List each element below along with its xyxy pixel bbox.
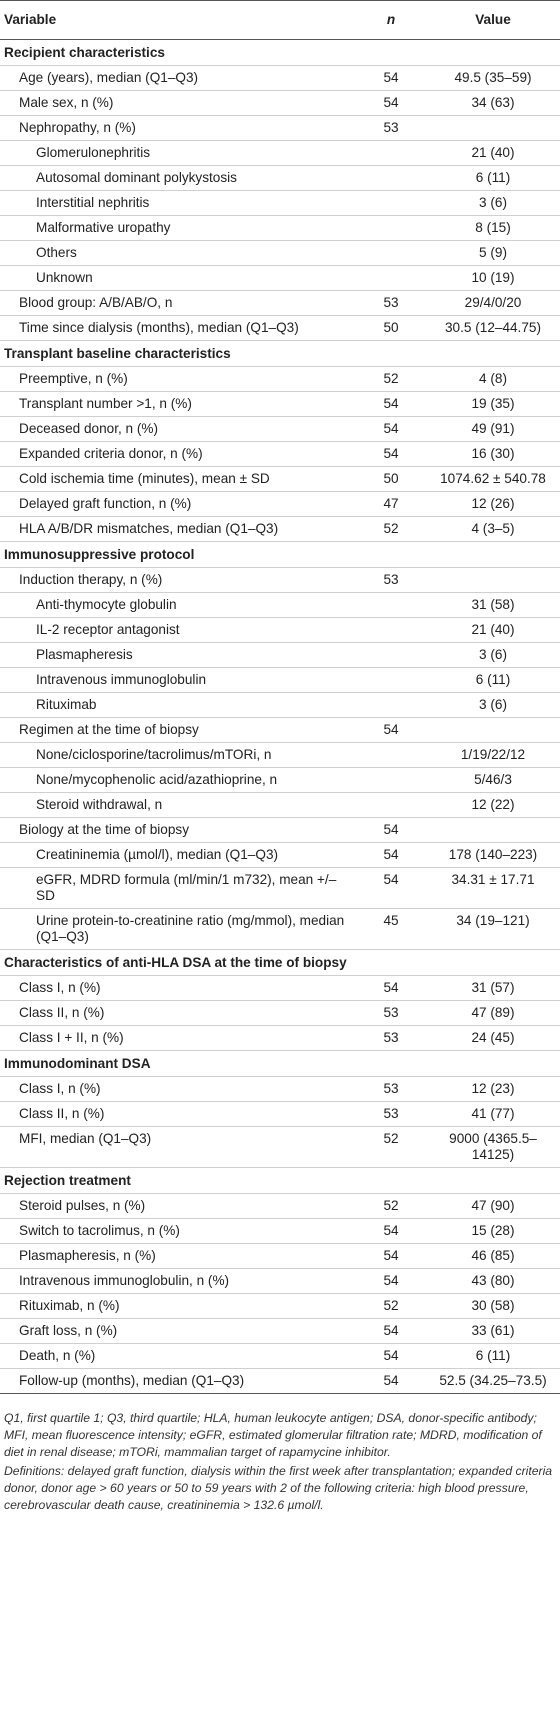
table-row xyxy=(0,417,560,442)
row-value-cell: 15 (28) xyxy=(426,1219,560,1244)
row-value-cell: 47 (90) xyxy=(426,1194,560,1219)
section-header-row xyxy=(0,40,560,66)
row-variable-cell: Plasmapheresis xyxy=(0,643,356,668)
row-value-cell: 5/46/3 xyxy=(426,768,560,793)
row-value-cell: 3 (6) xyxy=(426,643,560,668)
table-row xyxy=(0,868,560,909)
section-title: Rejection treatment xyxy=(0,1168,560,1194)
row-n-cell: 53 xyxy=(356,291,426,316)
table-row xyxy=(0,768,560,793)
row-variable-cell: Intravenous immunoglobulin, n (%) xyxy=(0,1269,356,1294)
row-value-cell: 19 (35) xyxy=(426,392,560,417)
row-value-cell: 43 (80) xyxy=(426,1269,560,1294)
row-n-cell: 50 xyxy=(356,316,426,341)
row-value-cell: 9000 (4365.5–14125) xyxy=(426,1127,560,1168)
table-row xyxy=(0,291,560,316)
table-footnotes xyxy=(0,1394,560,1514)
row-n-cell xyxy=(356,743,426,768)
row-value-cell: 178 (140–223) xyxy=(426,843,560,868)
row-n-cell: 52 xyxy=(356,1127,426,1168)
row-value-cell: 1/19/22/12 xyxy=(426,743,560,768)
row-variable-cell: Urine protein-to-creatinine ratio (mg/mmol), median (Q1–Q3) xyxy=(0,909,356,950)
row-variable-cell: Time since dialysis (months), median (Q1–Q3) xyxy=(0,316,356,341)
row-value-cell: 49.5 (35–59) xyxy=(426,66,560,91)
table-row xyxy=(0,1369,560,1394)
row-value-cell: 6 (11) xyxy=(426,1344,560,1369)
header-variable: Variable xyxy=(0,1,356,40)
row-value-cell: 21 (40) xyxy=(426,141,560,166)
row-value-cell: 34.31 ± 17.71 xyxy=(426,868,560,909)
table-row xyxy=(0,718,560,743)
table-row xyxy=(0,266,560,291)
row-value-cell: 12 (26) xyxy=(426,492,560,517)
row-n-cell xyxy=(356,768,426,793)
table-row xyxy=(0,793,560,818)
row-variable-cell: Steroid pulses, n (%) xyxy=(0,1194,356,1219)
table-row xyxy=(0,241,560,266)
row-value-cell: 30 (58) xyxy=(426,1294,560,1319)
row-variable-cell: Glomerulonephritis xyxy=(0,141,356,166)
row-variable-cell: Malformative uropathy xyxy=(0,216,356,241)
row-variable-cell: Follow-up (months), median (Q1–Q3) xyxy=(0,1369,356,1394)
row-n-cell xyxy=(356,266,426,291)
table-row xyxy=(0,367,560,392)
row-n-cell: 50 xyxy=(356,467,426,492)
row-n-cell: 54 xyxy=(356,1344,426,1369)
row-n-cell: 54 xyxy=(356,392,426,417)
row-value-cell: 12 (22) xyxy=(426,793,560,818)
row-variable-cell: Death, n (%) xyxy=(0,1344,356,1369)
row-value-cell: 46 (85) xyxy=(426,1244,560,1269)
row-n-cell: 53 xyxy=(356,568,426,593)
table-row xyxy=(0,1344,560,1369)
row-variable-cell: Preemptive, n (%) xyxy=(0,367,356,392)
row-variable-cell: Creatininemia (µmol/l), median (Q1–Q3) xyxy=(0,843,356,868)
row-value-cell: 3 (6) xyxy=(426,191,560,216)
row-value-cell: 1074.62 ± 540.78 xyxy=(426,467,560,492)
row-n-cell xyxy=(356,141,426,166)
row-value-cell: 52.5 (34.25–73.5) xyxy=(426,1369,560,1394)
table-row xyxy=(0,1001,560,1026)
table-row xyxy=(0,492,560,517)
section-header-row xyxy=(0,1168,560,1194)
footnote-abbreviations: Q1, first quartile 1; Q3, third quartile; HLA, human leukocyte antigen; DSA, donor-specific antibody; MFI, mean fluorescence intensity; eGFR, estimated glomerular filtration rate; MDRD, modification of diet in renal disease; mTORi, mammalian target of rapamycine inhibitor. xyxy=(4,1411,542,1459)
header-value: Value xyxy=(426,1,560,40)
row-variable-cell: Rituximab, n (%) xyxy=(0,1294,356,1319)
table-row xyxy=(0,976,560,1001)
row-value-cell: 34 (19–121) xyxy=(426,909,560,950)
table-row xyxy=(0,316,560,341)
row-n-cell: 53 xyxy=(356,1102,426,1127)
row-n-cell: 54 xyxy=(356,976,426,1001)
row-variable-cell: Switch to tacrolimus, n (%) xyxy=(0,1219,356,1244)
section-header-row xyxy=(0,1051,560,1077)
row-variable-cell: Interstitial nephritis xyxy=(0,191,356,216)
table-row xyxy=(0,1194,560,1219)
row-variable-cell: Cold ischemia time (minutes), mean ± SD xyxy=(0,467,356,492)
row-variable-cell: Expanded criteria donor, n (%) xyxy=(0,442,356,467)
table-header-row xyxy=(0,1,560,40)
row-value-cell xyxy=(426,568,560,593)
row-n-cell: 54 xyxy=(356,868,426,909)
row-value-cell: 49 (91) xyxy=(426,417,560,442)
row-value-cell: 31 (58) xyxy=(426,593,560,618)
row-variable-cell: Class I + II, n (%) xyxy=(0,1026,356,1051)
section-title: Transplant baseline characteristics xyxy=(0,341,560,367)
table-row xyxy=(0,116,560,141)
row-variable-cell: Age (years), median (Q1–Q3) xyxy=(0,66,356,91)
section-title: Recipient characteristics xyxy=(0,40,560,66)
row-value-cell xyxy=(426,818,560,843)
row-n-cell xyxy=(356,643,426,668)
row-variable-cell: Intravenous immunoglobulin xyxy=(0,668,356,693)
row-n-cell: 52 xyxy=(356,367,426,392)
table-row xyxy=(0,392,560,417)
row-value-cell: 10 (19) xyxy=(426,266,560,291)
table-row xyxy=(0,216,560,241)
table-row xyxy=(0,1026,560,1051)
table-row xyxy=(0,1219,560,1244)
table-row xyxy=(0,91,560,116)
row-variable-cell: None/ciclosporine/tacrolimus/mTORi, n xyxy=(0,743,356,768)
row-variable-cell: Induction therapy, n (%) xyxy=(0,568,356,593)
row-variable-cell: Graft loss, n (%) xyxy=(0,1319,356,1344)
table-row xyxy=(0,743,560,768)
row-n-cell: 54 xyxy=(356,417,426,442)
row-n-cell xyxy=(356,216,426,241)
row-value-cell: 41 (77) xyxy=(426,1102,560,1127)
section-header-row xyxy=(0,341,560,367)
section-title: Immunodominant DSA xyxy=(0,1051,560,1077)
table-row xyxy=(0,442,560,467)
row-n-cell xyxy=(356,191,426,216)
row-variable-cell: Unknown xyxy=(0,266,356,291)
row-variable-cell: Biology at the time of biopsy xyxy=(0,818,356,843)
row-n-cell: 54 xyxy=(356,1369,426,1394)
table-row xyxy=(0,1102,560,1127)
row-n-cell: 54 xyxy=(356,66,426,91)
table-row xyxy=(0,1269,560,1294)
section-title: Immunosuppressive protocol xyxy=(0,542,560,568)
row-n-cell: 53 xyxy=(356,1026,426,1051)
row-variable-cell: Delayed graft function, n (%) xyxy=(0,492,356,517)
table-row xyxy=(0,141,560,166)
row-value-cell: 21 (40) xyxy=(426,618,560,643)
table-row xyxy=(0,843,560,868)
table-row xyxy=(0,1077,560,1102)
row-variable-cell: eGFR, MDRD formula (ml/min/1 m732), mean +/– SD xyxy=(0,868,356,909)
row-n-cell: 54 xyxy=(356,818,426,843)
row-value-cell: 16 (30) xyxy=(426,442,560,467)
row-n-cell: 54 xyxy=(356,1219,426,1244)
table-row xyxy=(0,818,560,843)
table-row xyxy=(0,909,560,950)
row-variable-cell: Others xyxy=(0,241,356,266)
footnote-definitions: Definitions: delayed graft function, dialysis within the first week after transplantation; expanded criteria donor, donor age > 60 years or 50 to 59 years with 2 of the following criteria: high blood pressure, cerebrovascular death cause, creatininemia > 132.6 µmol/l. xyxy=(4,1464,553,1512)
row-n-cell xyxy=(356,793,426,818)
section-title: Characteristics of anti-HLA DSA at the time of biopsy xyxy=(0,950,560,976)
row-variable-cell: Steroid withdrawal, n xyxy=(0,793,356,818)
row-n-cell: 54 xyxy=(356,442,426,467)
header-n: n xyxy=(356,1,426,40)
table-row xyxy=(0,517,560,542)
row-variable-cell: Class II, n (%) xyxy=(0,1001,356,1026)
table-row xyxy=(0,1319,560,1344)
row-value-cell: 8 (15) xyxy=(426,216,560,241)
row-variable-cell: Anti-thymocyte globulin xyxy=(0,593,356,618)
row-n-cell: 54 xyxy=(356,843,426,868)
row-n-cell: 53 xyxy=(356,1077,426,1102)
row-variable-cell: Blood group: A/B/AB/O, n xyxy=(0,291,356,316)
row-variable-cell: Male sex, n (%) xyxy=(0,91,356,116)
row-value-cell: 4 (3–5) xyxy=(426,517,560,542)
row-value-cell xyxy=(426,116,560,141)
row-value-cell: 24 (45) xyxy=(426,1026,560,1051)
row-n-cell: 54 xyxy=(356,1319,426,1344)
table-row xyxy=(0,668,560,693)
row-n-cell xyxy=(356,693,426,718)
section-header-row xyxy=(0,950,560,976)
row-value-cell: 12 (23) xyxy=(426,1077,560,1102)
row-variable-cell: IL-2 receptor antagonist xyxy=(0,618,356,643)
table-row xyxy=(0,1294,560,1319)
table-row xyxy=(0,191,560,216)
row-value-cell: 33 (61) xyxy=(426,1319,560,1344)
row-variable-cell: Autosomal dominant polykystosis xyxy=(0,166,356,191)
table-row xyxy=(0,693,560,718)
row-variable-cell: Class I, n (%) xyxy=(0,976,356,1001)
row-n-cell xyxy=(356,241,426,266)
row-variable-cell: Transplant number >1, n (%) xyxy=(0,392,356,417)
row-n-cell: 54 xyxy=(356,91,426,116)
row-n-cell: 54 xyxy=(356,1269,426,1294)
row-variable-cell: HLA A/B/DR mismatches, median (Q1–Q3) xyxy=(0,517,356,542)
row-value-cell: 4 (8) xyxy=(426,367,560,392)
row-n-cell xyxy=(356,166,426,191)
row-value-cell: 6 (11) xyxy=(426,668,560,693)
table-row xyxy=(0,467,560,492)
row-value-cell: 34 (63) xyxy=(426,91,560,116)
row-value-cell: 29/4/0/20 xyxy=(426,291,560,316)
row-variable-cell: Nephropathy, n (%) xyxy=(0,116,356,141)
row-variable-cell: Regimen at the time of biopsy xyxy=(0,718,356,743)
row-value-cell xyxy=(426,718,560,743)
table-body xyxy=(0,40,560,1394)
row-variable-cell: None/mycophenolic acid/azathioprine, n xyxy=(0,768,356,793)
table-row xyxy=(0,1244,560,1269)
table-row xyxy=(0,66,560,91)
row-n-cell: 52 xyxy=(356,1294,426,1319)
row-n-cell: 53 xyxy=(356,116,426,141)
table-row xyxy=(0,643,560,668)
row-variable-cell: Deceased donor, n (%) xyxy=(0,417,356,442)
table-row xyxy=(0,166,560,191)
row-variable-cell: Rituximab xyxy=(0,693,356,718)
row-n-cell: 52 xyxy=(356,517,426,542)
row-value-cell: 3 (6) xyxy=(426,693,560,718)
row-value-cell: 5 (9) xyxy=(426,241,560,266)
row-value-cell: 30.5 (12–44.75) xyxy=(426,316,560,341)
row-value-cell: 31 (57) xyxy=(426,976,560,1001)
row-n-cell: 53 xyxy=(356,1001,426,1026)
row-n-cell: 52 xyxy=(356,1194,426,1219)
row-n-cell: 45 xyxy=(356,909,426,950)
row-variable-cell: Class I, n (%) xyxy=(0,1077,356,1102)
table-row xyxy=(0,1127,560,1168)
row-n-cell xyxy=(356,618,426,643)
row-n-cell xyxy=(356,668,426,693)
section-header-row xyxy=(0,542,560,568)
table-row xyxy=(0,568,560,593)
row-variable-cell: MFI, median (Q1–Q3) xyxy=(0,1127,356,1168)
row-n-cell: 54 xyxy=(356,1244,426,1269)
table-row xyxy=(0,593,560,618)
row-variable-cell: Plasmapheresis, n (%) xyxy=(0,1244,356,1269)
row-value-cell: 47 (89) xyxy=(426,1001,560,1026)
row-variable-cell: Class II, n (%) xyxy=(0,1102,356,1127)
row-value-cell: 6 (11) xyxy=(426,166,560,191)
table-row xyxy=(0,618,560,643)
row-n-cell: 47 xyxy=(356,492,426,517)
row-n-cell: 54 xyxy=(356,718,426,743)
row-n-cell xyxy=(356,593,426,618)
